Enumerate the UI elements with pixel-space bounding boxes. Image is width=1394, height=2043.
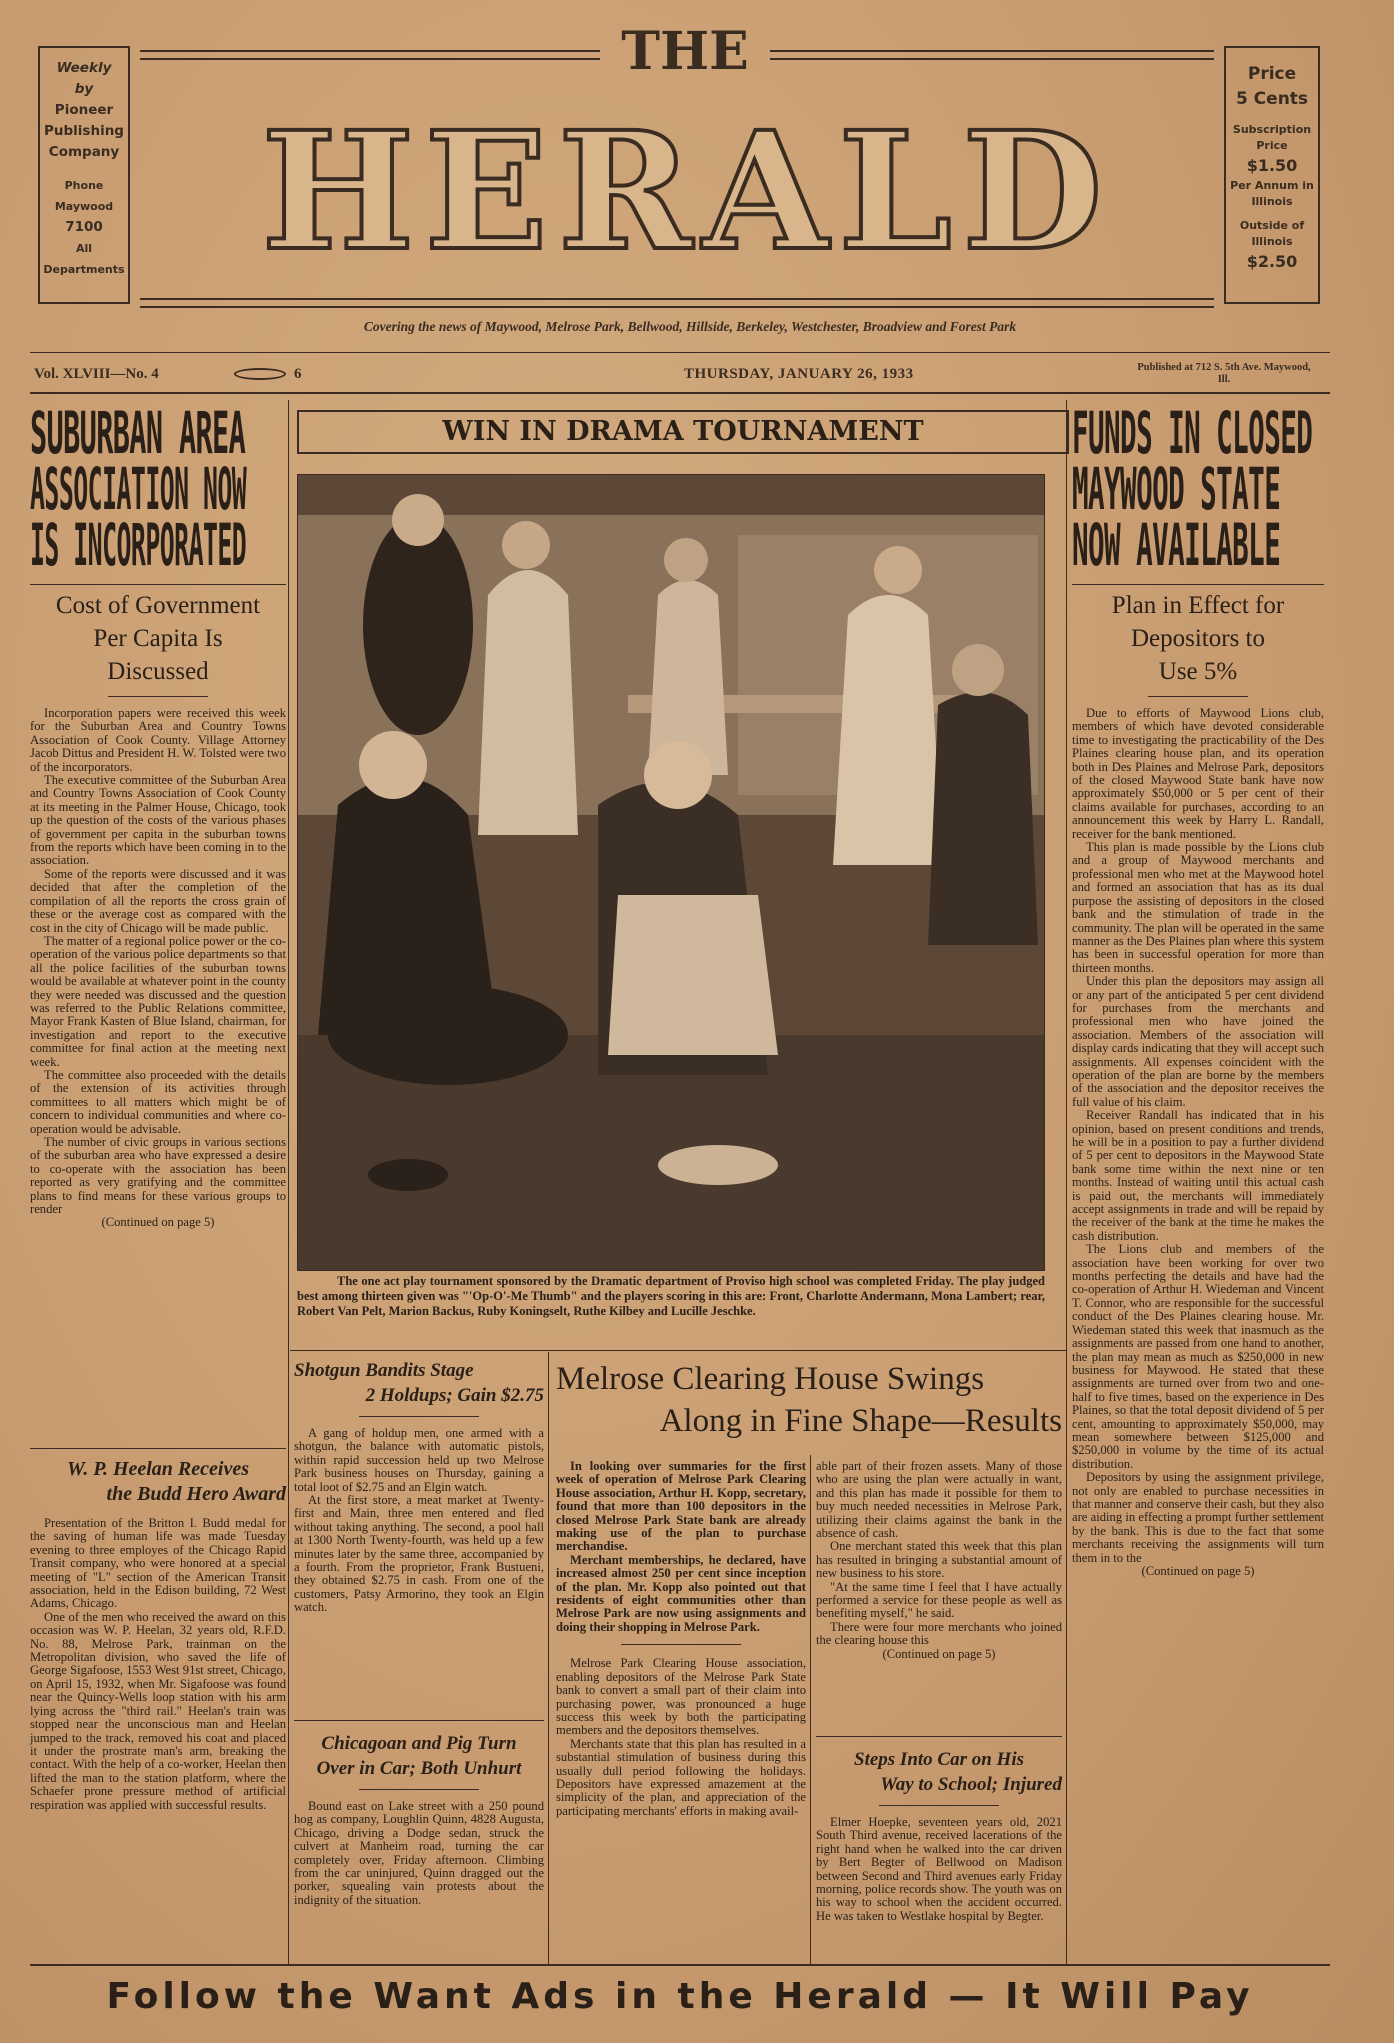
phone-line: 7100	[65, 219, 103, 235]
headline-line: Melrose Clearing House Swings	[556, 1361, 985, 1397]
paragraph: The number of civic groups in various sections of the suburban area who have expressed a desire to co-operate with the association has been reported as very gratifying and the committee plans to find means for these various groups to render	[30, 1135, 286, 1217]
dateline	[34, 362, 1322, 388]
deck-rule	[1148, 696, 1248, 697]
publisher-line: Pioneer	[54, 102, 114, 118]
paragraph: The committee also proceeded with the details of the extension of its activities through committees to all matters which might be of concern to individual communities and where co-operation would be advisable.	[30, 1067, 286, 1136]
deck-rule	[30, 584, 286, 585]
paragraph: able part of their frozen assets. Many of those who are using the plan were actually in want, and this plan has made it possible for them to buy much needed necessities in Melrose Park, utilizing their claims against the bank in the absence of cash.	[816, 1459, 1062, 1541]
paragraph: The Lions club and members of the association have been working for over two months perfecting the details and have had the co-operation of Arthur H. Wiedeman and Vincent T. Connor, who are responsible for the successful conduct of the Des Plaines clearing house. Mr. Wiedeman stated this week that inasmuch as the assignments are passed from one hand to another, the plan may mean as much as $250,000 in new business for Maywood. He stated that these assignments are turned over from two and one-half to five times, based on the experience in Des Plaines, so that the total deposit dividend of 5 per cent, amounting to approximately $50,000, may mean somewhere between $125,000 and $250,000 in volume by the time of its actual distribution.	[1072, 1242, 1324, 1471]
deck-line: Plan in Effect for	[1111, 592, 1285, 619]
issue-number: 6	[294, 366, 302, 382]
phone-line: Maywood	[54, 200, 114, 213]
paragraph: At the first store, a meat market at Twenty-first and Main, three men entered and fled without taking anything. The second, a pool hall at 1300 North Twenty-fourth, was held up a few minutes later by the same three, accompanied by a fourth. From the proprietor, Frank Bustueni, they obtained $2.75 in cash. From one of the customers, Patsy Armorino, they took an Elgin watch.	[294, 1493, 544, 1615]
headline-line: NOW AVAILABLE	[1072, 511, 1281, 579]
price-box	[1224, 46, 1320, 304]
price-value: 5 Cents	[1235, 89, 1309, 109]
headline-line: Over in Car; Both Unhurt	[316, 1758, 522, 1779]
paragraph: This plan is made possible by the Lions club and a group of Maywood merchants and professional men who met at the Maywood hotel and formed an association that has as its dual purpose the assisting of depositors in the closed bank and the stimulation of trade in the community. The plan will be operated in the same manner as the Des Plaines plan where this system has been in successful operation for more than thirteen months.	[1072, 840, 1324, 975]
story-rule	[879, 1805, 999, 1806]
masthead-rule	[140, 298, 1214, 300]
paragraph: Presentation of the Britton I. Budd medal for the saving of human life was made Tuesday evening to three employes of the Chicago Rapid Transit company, who were honored at a special meeting of "L" section of the American Transit association, held in the Edison building, 72 West Adams, Chicago.	[30, 1516, 286, 1611]
paragraph: One of the men who received the award on this occasion was W. P. Heelan, 32 years old, R.F.D. No. 88, Melrose Park, trainman on the Metropolitan division, who saved the life of George Sigafoose, 1553 West 91st street, Chicago, on April 15, 1932, when Mr. Sigafoose was found near the Quincy-Wells loop station with his arm lying across the "third rail." Heelan's train was stopped near the unconscious man and Heelan jumped to the track, removed his coat and placed it under the prostrate man's arm, breaking the contact. With the help of a co-worker, Heelan then lifted the man to the station platform, where the Schaefer prone pressure method of artificial respiration was applied with successful results.	[30, 1609, 286, 1812]
headline-line: W. P. Heelan Receives	[67, 1458, 249, 1480]
subscription-label: Subscription Price	[1232, 123, 1312, 152]
headline-line: Way to School; Injured	[880, 1774, 1062, 1795]
headline-line: MAYWOOD STATE	[1072, 455, 1281, 523]
outside-price: $2.50	[1246, 252, 1298, 271]
outside-label: Outside of Illinois	[1239, 219, 1305, 248]
column-rule	[1066, 400, 1067, 1965]
paragraph: There were four more merchants who joined the clearing house this	[816, 1619, 1062, 1648]
subscription-price: $1.50	[1246, 156, 1298, 175]
chicagoan-story	[294, 1720, 544, 1907]
phone-line: Departments	[43, 263, 125, 276]
masthead-rule	[770, 58, 1214, 60]
headline-line: ASSOCIATION NOW	[30, 455, 247, 523]
masthead-rule	[140, 306, 1214, 308]
paragraph: One merchant stated this week that this plan has resulted in bringing a substantial amount of new business to his store.	[816, 1539, 1062, 1581]
column-rule	[548, 1352, 549, 1965]
headline-line: FUNDS IN CLOSED	[1072, 399, 1313, 467]
deck-line: Per Capita Is	[93, 625, 223, 652]
deck-line: Discussed	[107, 658, 209, 685]
lead-paragraph: Merchant memberships, he declared, have increased almost 250 per cent since inception of the plan. Mr. Kopp also pointed out that residents of eight communities other than Melrose Park are now using assignments and doing their shopping in Melrose Park.	[556, 1552, 806, 1634]
publisher-line: Company	[48, 144, 120, 160]
headline-line: Steps Into Car on His	[854, 1749, 1024, 1770]
headline-line: Along in Fine Shape—Results	[659, 1403, 1062, 1439]
deck-line: Depositors to	[1130, 625, 1266, 652]
bandits-story	[294, 1358, 544, 1615]
headline-line: Chicagoan and Pig Turn	[321, 1733, 517, 1754]
story-rule	[359, 1789, 479, 1790]
paragraph: The matter of a regional police power or the co-operation of the various police departments so that all the police facilities of the suburban towns would be available at whatever point in the county they were needed was discussed and the question was referred to the Public Relations committee, Mayor Frank Kasten of Blue Island, chairman, for investigation and report to the executive committee for final action at the meeting next week.	[30, 933, 286, 1069]
dateline-divider	[30, 392, 1330, 394]
photo-illustration	[298, 475, 1045, 1271]
paragraph: Depositors by using the assignment privilege, not only are enabled to purchase necessities in that manner and conserve their cash, but they also are aiding in effecting a prompt further settlement by the bank. This is due to the fact that some merchants receiving the assignments will turn them in to the	[1072, 1470, 1324, 1565]
story-rule	[30, 1448, 286, 1449]
headline-line: the Budd Hero Award	[106, 1483, 286, 1505]
lead-paragraph: In looking over summaries for the first week of operation of Melrose Park Clearing House association, Arthur H. Kopp, secretary, found that more than 100 depositors in the closed Melrose Park State bank are already making use of the plan to purchase merchandise.	[556, 1459, 806, 1554]
publisher-line: Publishing	[44, 123, 124, 139]
paragraph: The executive committee of the Suburban Area and Country Towns Association of Cook County at its meeting in the Palmer House, Chicago, took up the question of the costs of the various phases of government per capita in the suburban towns from the reports which have been coming in to the association.	[30, 773, 286, 868]
volume-number: Vol. XLVIII—No. 4	[34, 366, 159, 382]
masthead-title: HERALD	[261, 97, 1113, 287]
photo-headline: WIN IN DRAMA TOURNAMENT	[297, 410, 1069, 454]
paragraph: "At the same time I feel that I have actually performed a service for these people as well as benefiting myself," he said.	[816, 1579, 1062, 1621]
steps-story	[816, 1736, 1062, 1923]
paragraph: Receiver Randall has indicated that in his opinion, based on present conditions and trends, he will be in a position to pay a further dividend of 5 per cent to depositors in the Maywood State bank some time within the next nine or ten months. Instead of waiting until this actual cash is paid out, the merchants will immediately accept assignments in trade and will be repaid by the receiver of the bank at the time he makes the cash distribution.	[1072, 1108, 1324, 1243]
top-divider	[30, 352, 1330, 353]
masthead-the: THE	[621, 21, 749, 82]
deck-line: Cost of Government	[55, 592, 261, 619]
column-rule	[810, 1455, 811, 1965]
continued-note: (Continued on page 5)	[101, 1215, 215, 1230]
deck-rule	[1072, 584, 1324, 585]
paragraph: Under this plan the depositors may assign all or any part of the anticipated 5 per cent dividend for purchases from the merchants and professional men who have joined the association. Members of the association will display cards indicating that they will accept such assignments. All expenses coincident with the operation of the plan are borne by the members of the association and the depositor receives the full value of his claim.	[1072, 974, 1324, 1109]
story-rule	[621, 1644, 741, 1645]
melrose-col-1	[556, 1460, 806, 1818]
phone-line: All	[75, 242, 93, 255]
photo-caption: The one act play tournament sponsored by the Dramatic department of Proviso high school was completed Friday. The play judged best among thirteen given was "'Op-O'-Me Thumb" and the players scoring in this are: Front, Charlotte Andermann, Mona Lambert; rear, Robert Van Pelt, Marion Backus, Ruby Koningselt, Ruthe Kilbey and Lucille Jeschke.	[297, 1274, 1045, 1318]
publisher-line: by	[74, 81, 94, 97]
continued-note: (Continued on page 5)	[882, 1646, 996, 1661]
ornament-icon	[234, 368, 286, 380]
deck-rule	[108, 696, 208, 697]
publisher-box	[38, 46, 130, 304]
masthead-rule	[770, 50, 1214, 52]
deck-line: Use 5%	[1158, 658, 1238, 685]
paragraph: Melrose Park Clearing House association, enabling depositors of the Melrose Park State bank to convert a small part of their claim into purchasing power, was pronounced a huge success this week by both the participating members and the depositors themselves.	[556, 1656, 806, 1738]
publisher-line: Weekly	[56, 60, 112, 76]
subscription-note: Per Annum in Illinois	[1230, 179, 1314, 208]
paragraph: Merchants state that this plan has resulted in a substantial stimulation of business during this usually dull period following the holidays. Depositors have expressed amazement at the simplicity of the plan, and appreciation of the participating merchants' efforts in making avail-	[556, 1736, 806, 1818]
issue-date: THURSDAY, JANUARY 26, 1933	[684, 366, 914, 382]
want-ads-banner: Follow the Want Ads in the Herald — It Will Pay	[106, 1976, 1254, 2017]
masthead-rule	[140, 50, 600, 52]
phone-line: Phone	[64, 179, 104, 192]
drama-photo	[297, 474, 1045, 1271]
paragraph: A gang of holdup men, one armed with a shotgun, the balance with automatic pistols, within rapid succession held up two Melrose Park business houses on Thursday, gaining a total loot of $2.75 and an Elgin watch.	[294, 1426, 544, 1494]
paragraph: Incorporation papers were received this week for the Suburban Area and Country Towns Association of Cook County. Village Attorney Jacob Dittus and President H. W. Tolsted were two of the incorporators.	[30, 706, 286, 774]
story-rule	[816, 1736, 1062, 1737]
paragraph: Bound east on Lake street with a 250 pound hog as company, Loughlin Quinn, 4828 Augusta, Chicago, driving a Dodge sedan, struck the culvert at Manheim road, turning the car completely over, Friday afternoon. Climbing from the car uninjured, Quinn dragged out the porker, squealing vain protests about the indignity of the situation.	[294, 1799, 544, 1907]
paragraph: Elmer Hoepke, seventeen years old, 2021 South Third avenue, received lacerations of the right hand when he walked into the car driven by Bert Begter of Bellwood on Madison between Second and Third avenues early Friday morning, police records show. The youth was on his way to school when the accident occurred. He was taken to Westlake hospital by Begter.	[816, 1815, 1062, 1923]
story-rule	[359, 1416, 479, 1417]
headline-line: 2 Holdups; Gain $2.75	[365, 1385, 544, 1406]
publication-address: Published at 712 S. 5th Ave. Maywood, Ill.	[1137, 362, 1311, 385]
headline-line: IS INCORPORATED	[30, 511, 247, 579]
column-rule	[288, 400, 289, 1965]
continued-note: (Continued on page 5)	[1141, 1564, 1255, 1578]
headline-line: SUBURBAN AREA	[30, 399, 246, 467]
masthead-rule	[140, 58, 600, 60]
suburban-story	[30, 399, 286, 1230]
story-rule	[294, 1720, 544, 1721]
footer-rule	[30, 1964, 1330, 1966]
price-label: Price	[1247, 64, 1297, 84]
paragraph: Some of the reports were discussed and it was decided that after the completion of the compilation of all the reports the cross grain of these or the average cost as compared with the cost in the city of Chicago will be made public.	[30, 866, 286, 935]
funds-story	[1072, 399, 1324, 1578]
coverage-line: Covering the news of Maywood, Melrose Park, Bellwood, Hillside, Berkeley, Westchester, Broadview and Forest Park	[363, 319, 1017, 334]
melrose-headline	[556, 1358, 1062, 1442]
section-rule	[290, 1350, 1066, 1351]
paragraph: Due to efforts of Maywood Lions club, members of which have devoted considerable time to investigating the practicability of the Des Plaines clearing house plan, and its operation both in Des Plaines and Melrose Park, depositors of the closed Maywood State bank have now approximately $50,000 or 5 per cent of their claims available for purchases, according to an announcement this week by Harry L. Randall, receiver for the bank mentioned.	[1072, 706, 1324, 841]
heelan-story	[30, 1448, 286, 1812]
melrose-col-2	[816, 1460, 1062, 1661]
headline-line: Shotgun Bandits Stage	[294, 1360, 474, 1381]
